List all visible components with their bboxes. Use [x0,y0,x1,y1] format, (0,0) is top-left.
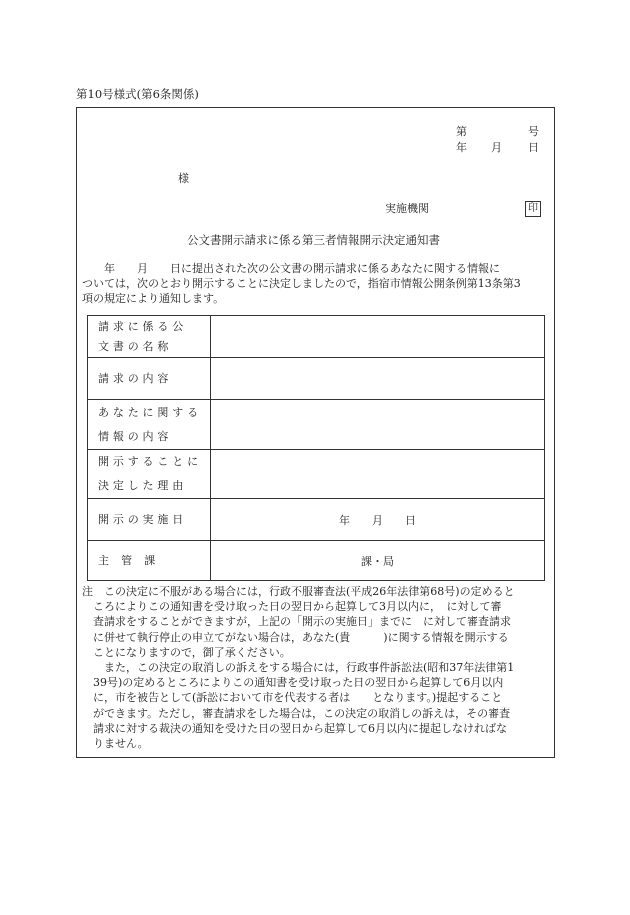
row-value-request-content [211,358,545,400]
row-label-department [88,541,211,581]
date-year: 年 [456,141,467,154]
label-line: あなたに関する [98,405,202,419]
table-row [88,316,545,358]
intro-paragraph [82,261,550,306]
label-line: 開示することに [98,455,202,468]
note-line: ことになりますので，御了承ください。 [82,645,291,659]
note-line: に併せて執行停止の申立てがない場合は，あなた(貴 )に関する情報を開示する [82,630,509,644]
note-line: 注 この決定に不服がある場合には，行政不服審査法(平成26年法律第68号)の定めると [82,585,515,598]
table-row [88,499,545,541]
date-month: 月 [491,141,502,154]
row-label-reason [88,450,211,499]
row-value-document-name [211,316,545,358]
label-line: 開示の実施日 [98,512,188,526]
label-line: 情報の内容 [98,429,173,443]
table-row [88,450,545,499]
note-line: 39号)の定めるところによりこの通知書を受け取った日の翌日から起算して6月以内 [82,676,504,690]
issuer-label: 実施機関 [385,202,429,215]
row-value-reason [211,450,545,499]
label-line: 決定した理由 [98,479,188,492]
note-line: また，この決定の取消しの訴えをする場合には，行政事件訴訟法(昭和37年法律第1 [82,660,515,674]
intro-line: ついては，次のとおり開示することに決定しましたので，指宿市情報公開条例第13条第3 [82,277,521,290]
row-label-request-content [88,358,211,400]
label-line: 請求に係る公 [98,319,188,333]
label-line: 請求の内容 [98,371,173,385]
label-line: 主管課 [98,553,168,567]
intro-line: 年 月 日に提出された次の公文書の開示請求に係るあなたに関する情報に [82,262,500,275]
date-day: 日 [528,141,539,154]
number-suffix: 号 [528,125,539,138]
table-row [88,358,545,400]
number-prefix: 第 [456,125,467,138]
note-line: に，市を被告として(訴訟において市を代表する者は となります。)提起すること [82,691,503,705]
row-label-disclosure-date [88,499,211,541]
note-line: ができます。ただし，審査請求をした場合は，この決定の取消しの訴えは，その審査 [82,706,511,720]
seal-stamp: 印 [525,201,541,217]
table-row [88,541,545,581]
note-line: 査請求をすることができますが，上記の「開示の実施日」までに に対して審査請求 [82,615,511,629]
note-line: 請求に対する裁決の通知を受けた日の翌日から起算して6月以内に提起しなければな [82,721,507,735]
form-number-label: 第10号様式(第6条関係) [76,87,199,101]
row-value-disclosure-date: 年 月 日 [211,499,545,541]
table-row [88,400,545,450]
note-paragraph [82,584,550,751]
row-label-document-name [88,316,211,358]
document-title: 公文書開示請求に係る第三者情報開示決定通知書 [187,233,440,247]
note-line: ころによりこの通知書を受け取った日の翌日から起算して3月以内に， に対して審 [82,600,502,614]
addressee-suffix: 様 [178,172,189,185]
note-line: りません。 [82,736,149,750]
row-value-your-info [211,400,545,450]
label-line: 文書の名称 [98,339,173,353]
intro-line: 項の規定により通知します。 [82,292,225,305]
info-table [87,315,545,581]
row-value-department: 課・局 [211,541,545,581]
row-label-your-info [88,400,211,450]
